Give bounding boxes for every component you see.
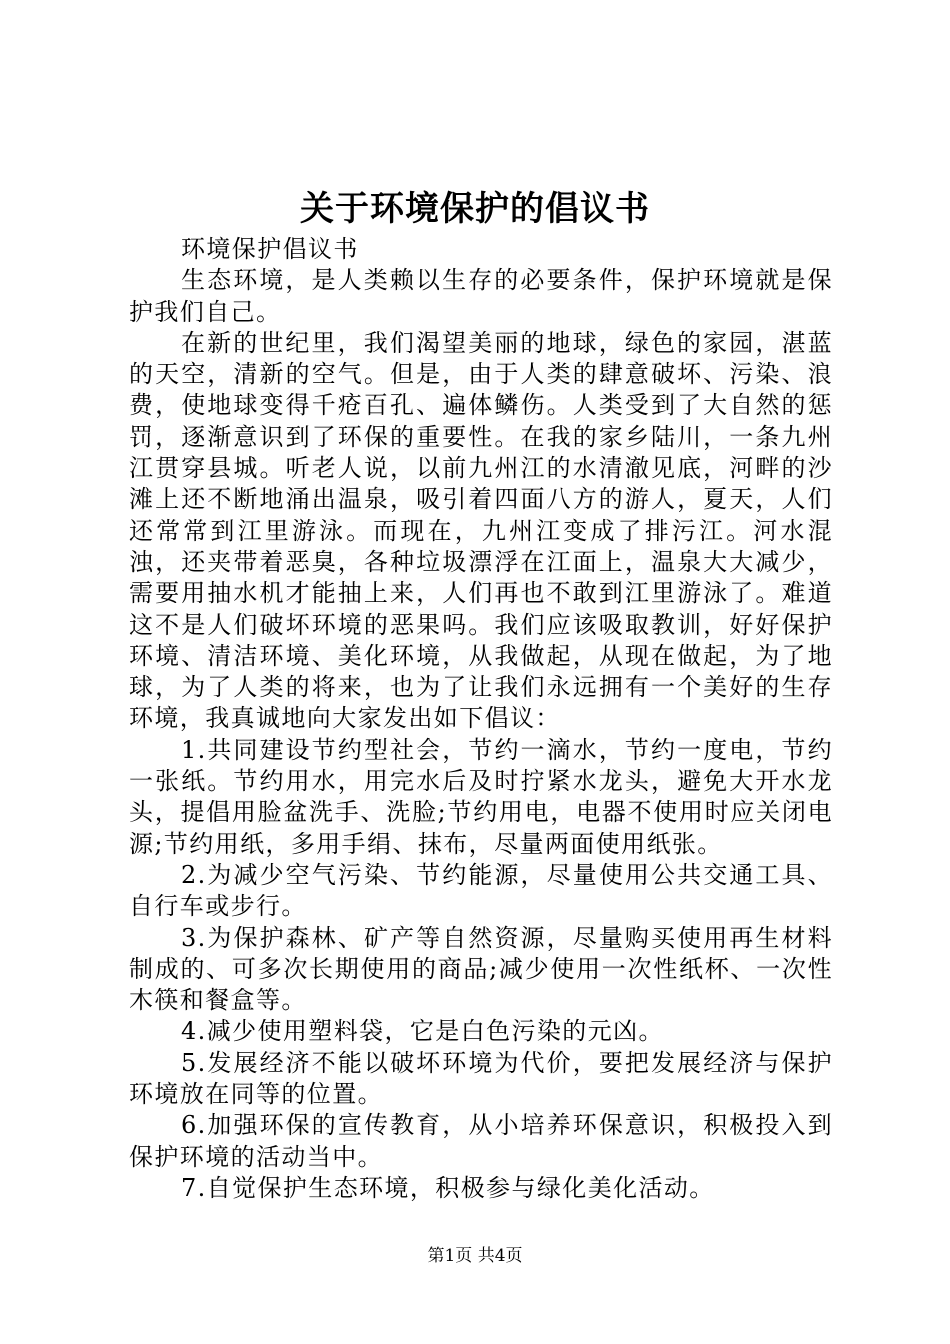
body-paragraph: 在新的世纪里，我们渴望美丽的地球，绿色的家园，湛蓝的天空，清新的空气。但是，由于人类的肆意破坏、污染、浪费，使地球变得千疮百孔、遍体鳞伤。人类受到了大自然的惩罚，逐渐意识到了环保的重要性。在我的家乡陆川，一条九州江贯穿县城。听老人说，以前九州江的水清澈见底，河畔的沙滩上还不断地涌出温泉，吸引着四面八方的游人，夏天，人们还常常到江里游泳。而现在，九州江变成了排污江。河水混浊，还夹带着恶臭，各种垃圾漂浮在江面上，温泉大大减少，需要用抽水机才能抽上来，人们再也不敢到江里游泳了。难道这不是人们破坏环境的恶果吗。我们应该吸取教训，好好保护环境、清洁环境、美化环境，从我做起，从现在做起，为了地球，为了人类的将来，也为了让我们永远拥有一个美好的生存环境，我真诚地向大家发出如下倡议： <box>129 328 833 733</box>
proposal-item-3: 3.为保护森林、矿产等自然资源，尽量购买使用再生材料制成的、可多次长期使用的商品;减少使用一次性纸杯、一次性木筷和餐盒等。 <box>129 923 833 1015</box>
proposal-item-2: 2.为减少空气污染、节约能源，尽量使用公共交通工具、自行车或步行。 <box>129 860 833 921</box>
document-body <box>129 234 833 1204</box>
document-title: 关于环境保护的倡议书 <box>300 189 650 229</box>
proposal-item-4: 4.减少使用塑料袋，它是白色污染的元凶。 <box>181 1017 664 1046</box>
proposal-item-6: 6.加强环保的宣传教育，从小培养环保意识，积极投入到保护环境的活动当中。 <box>129 1111 833 1171</box>
page-footer: 第1页 共4页 <box>427 1246 523 1266</box>
proposal-item-1: 1.共同建设节约型社会，节约一滴水，节约一度电，节约一张纸。节约用水，用完水后及时拧紧水龙头，避免大开水龙头，提倡用脸盆洗手、洗脸;节约用电，电器不使用时应关闭电源;节约用纸，多用手绢、抹布，尽量两面使用纸张。 <box>129 735 833 858</box>
intro-paragraph: 生态环境，是人类赖以生存的必要条件，保护环境就是保护我们自己。 <box>129 266 833 326</box>
proposal-item-5: 5.发展经济不能以破坏环境为代价，要把发展经济与保护环境放在同等的位置。 <box>129 1048 833 1109</box>
subtitle-paragraph: 环境保护倡议书 <box>181 235 359 263</box>
proposal-item-7: 7.自觉保护生态环境，积极参与绿化美化活动。 <box>181 1173 715 1202</box>
